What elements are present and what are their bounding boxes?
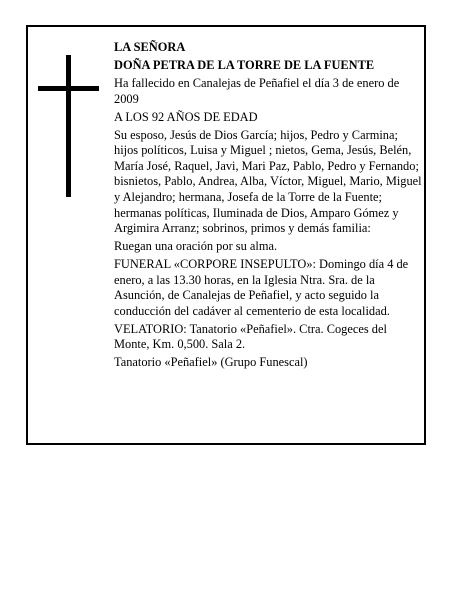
wake-details: VELATORIO: Tanatorio «Peñafiel». Ctra. Cogeces del Monte, Km. 0,500. Sala 2.: [114, 321, 387, 352]
deceased-name: DOÑA PETRA DE LA TORRE DE LA FUENTE: [114, 57, 375, 72]
cross-horizontal-bar: [38, 86, 99, 91]
cross-vertical-bar: [66, 55, 71, 197]
obituary-text: [114, 40, 422, 373]
age-line: A LOS 92 AÑOS DE EDAD: [114, 109, 258, 124]
funeral-details: FUNERAL «CORPORE INSEPULTO»: Domingo día 4 de enero, a las 13.30 horas, en la Iglesia Ntra. Sra. de la Asunción, de Canalejas de Peñafiel, y acto seguido la conducción del cadáver al cementerio de esta localidad.: [114, 257, 409, 318]
notice-heading: LA SEÑORA: [114, 40, 186, 54]
family-list: Su esposo, Jesús de Dios García; hijos, Pedro y Carmina; hijos políticos, Luisa y Miguel ; nietos, Gema, Jesús, Belén, María José, Raquel, Javi, Mari Paz, Pablo, Pedro y Fernando; bisnietos, Pablo, Andrea, Alba, Víctor, Miguel, Mario, Miguel y Alejandro; hermana, Josefa de la Torre de la Fuente; hermanas políticas, Iluminada de Dios, Amparo Gómez y Argimira Arranz; sobrinos, primos y demás familia:: [114, 127, 422, 236]
prayer-request: Ruegan una oración por su alma.: [114, 239, 278, 254]
funeral-home: Tanatorio «Peñafiel» (Grupo Funescal): [114, 355, 308, 370]
death-announcement: Ha fallecido en Canalejas de Peñafiel el día 3 de enero de 2009: [114, 75, 400, 106]
